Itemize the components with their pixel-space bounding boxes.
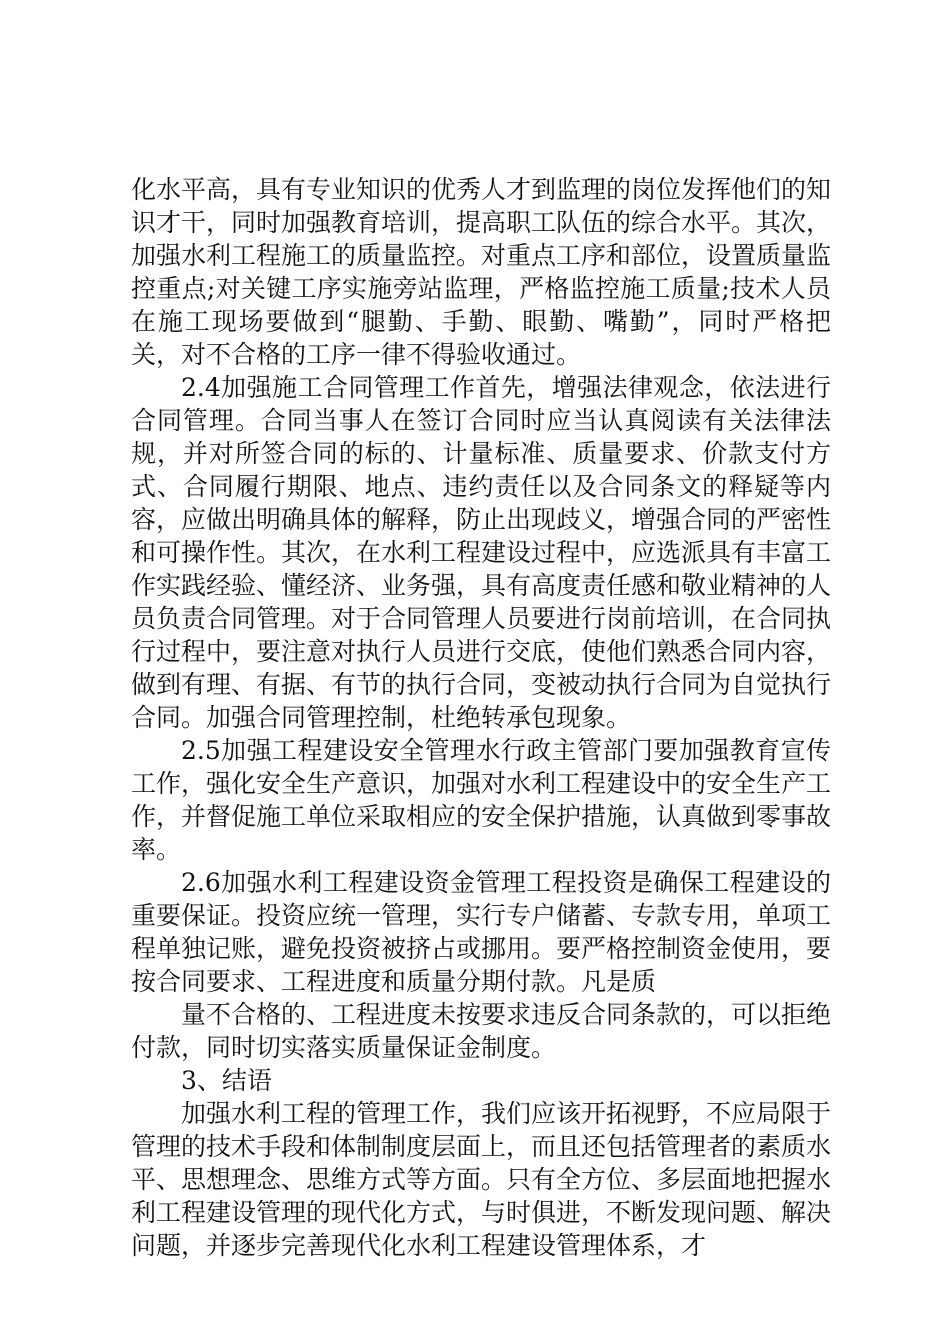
paragraph-2-6-continued: 量不合格的、工程进度未按要求违反合同条款的，可以拒绝付款，同时切实落实质量保证金制度。	[131, 1000, 832, 1062]
document-body	[131, 173, 831, 1262]
paragraph-continued-quality-supervision: 化水平高，具有专业知识的优秀人才到监理的岗位发挥他们的知识才干，同时加强教育培训，提高职工队伍的综合水平。其次，加强水利工程施工的质量监控。对重点工序和部位，设置质量监控重点;对关键工序实施旁站监理，严格监控施工质量;技术人员在施工现场要做到“腿勤、手勤、眼勤、嘴勤”，同时严格把关，对不合格的工序一律不得验收通过。	[131, 175, 832, 369]
paragraph-conclusion: 加强水利工程的管理工作，我们应该开拓视野，不应局限于管理的技术手段和体制制度层面上，而且还包括管理者的素质水平、思想理念、思维方式等方面。只有全方位、多层面地把握水利工程建设管理的现代化方式，与时俱进，不断发现问题、解决问题，并逐步完善现代化水利工程建设管理体系，才	[131, 1099, 832, 1260]
section-heading-conclusion: 3、结语	[181, 1066, 272, 1095]
paragraph-2-4-contract-management: 2.4加强施工合同管理工作首先，增强法律观念，依法进行合同管理。合同当事人在签订合同时应当认真阅读有关法律法规，并对所签合同的标的、计量标准、质量要求、价款支付方式、合同履行期限、地点、违约责任以及合同条文的释疑等内容，应做出明确具体的解释，防止出现歧义，增强合同的严密性和可操作性。其次，在水利工程建设过程中，应选派具有丰富工作实践经验、懂经济、业务强，具有高度责任感和敬业精神的人员负责合同管理。对于合同管理人员要进行岗前培训，在合同执行过程中，要注意对执行人员进行交底，使他们熟悉合同内容，做到有理、有据、有节的执行合同，变被动执行合同为自觉执行合同。加强合同管理控制，杜绝转承包现象。	[131, 373, 832, 732]
paragraph-2-6-fund-management: 2.6加强水利工程建设资金管理工程投资是确保工程建设的重要保证。投资应统一管理，实行专户储蓄、专款专用，单项工程单独记账，避免投资被挤占或挪用。要严格控制资金使用，要按合同要求、工程进度和质量分期付款。凡是质	[131, 868, 832, 996]
paragraph-2-5-safety-management: 2.5加强工程建设安全管理水行政主管部门要加强教育宣传工作，强化安全生产意识，加强对水利工程建设中的安全生产工作，并督促施工单位采取相应的安全保护措施，认真做到零事故率。	[131, 736, 832, 864]
